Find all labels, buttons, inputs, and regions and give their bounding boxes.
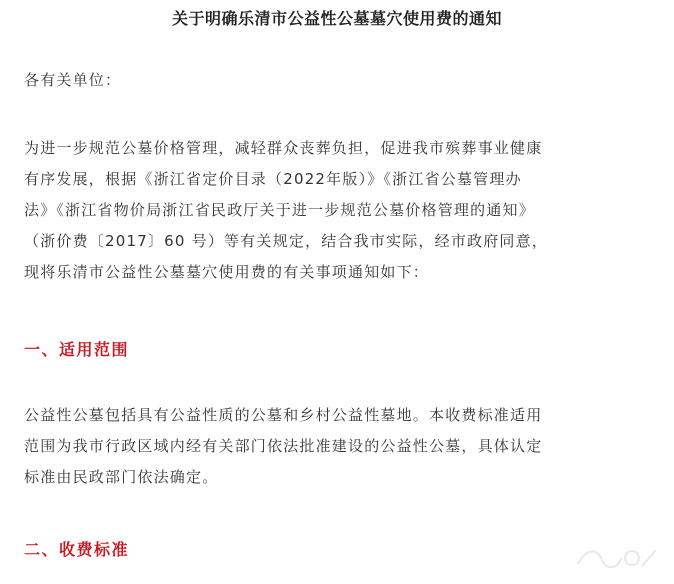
paragraph-line: 公益性公墓包括具有公益性质的公墓和乡村公益性墓地。本收费标准适用 (24, 406, 543, 424)
paragraph-line: 有序发展，根据《浙江省定价目录（2022年版）》《浙江省公墓管理办 (24, 170, 522, 188)
paragraph-line: （浙价费〔2017〕60 号）等有关规定，结合我市实际，经市政府同意， (24, 232, 549, 250)
paragraph-intro (24, 133, 654, 288)
paragraph-line: 范围为我市行政区域内经有关部门依法批准建设的公益性公墓，具体认定 (24, 437, 543, 455)
salutation: 各有关单位： (24, 71, 122, 89)
paragraph-scope (24, 400, 654, 493)
section-heading-fee-standard: 二、收费标准 (24, 540, 130, 559)
paragraph-line: 为进一步规范公墓价格管理，减轻群众丧葬负担，促进我市殡葬事业健康 (24, 139, 543, 157)
paragraph-line: 法》《浙江省物价局浙江省民政厅关于进一步规范公墓价格管理的通知》 (24, 201, 535, 219)
document-title: 关于明确乐清市公益性公墓墓穴使用费的通知 (171, 9, 502, 28)
logo-watermark-icon (572, 540, 662, 576)
section-heading-scope: 一、适用范围 (24, 340, 130, 359)
paragraph-line: 现将乐清市公益性公墓墓穴使用费的有关事项通知如下： (24, 263, 430, 281)
paragraph-line: 标准由民政部门依法确定。 (24, 468, 219, 486)
